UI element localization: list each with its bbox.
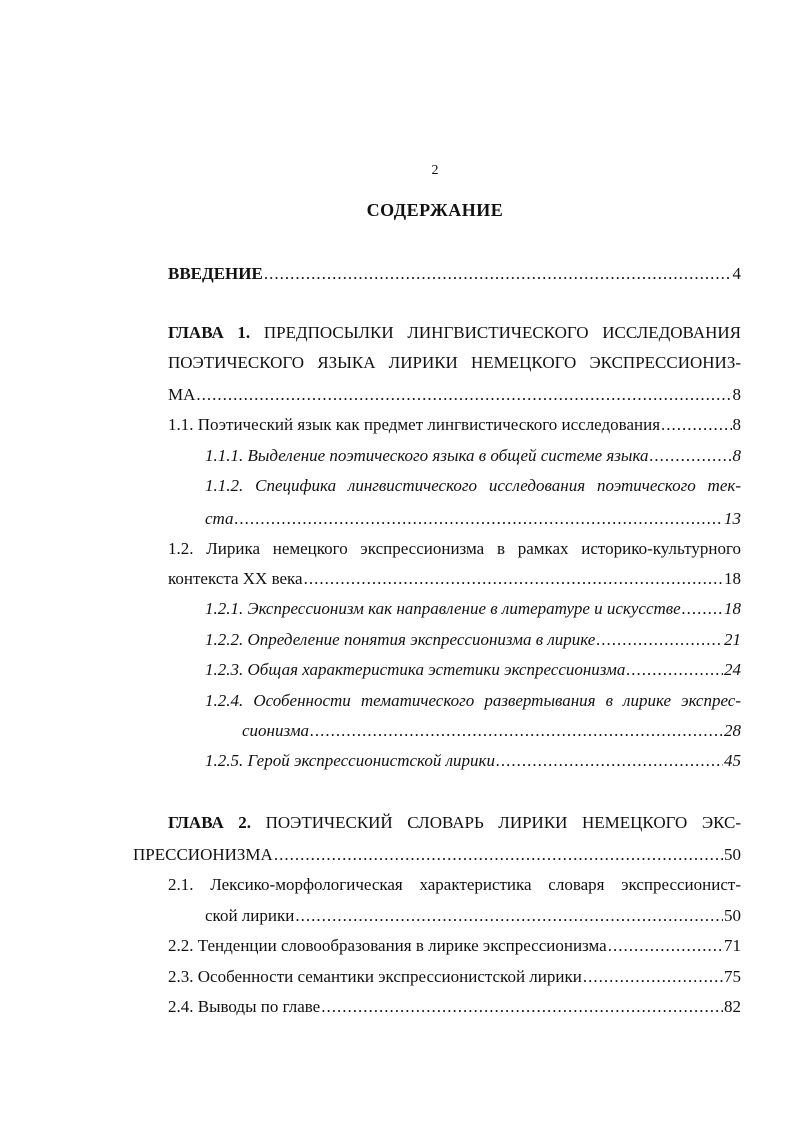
chapter-2-heading-line-2[interactable] xyxy=(133,840,741,870)
chapter-1-title-part-1: ПРЕДПОСЫЛКИ ЛИНГВИСТИЧЕСКОГО ИССЛЕДОВАНИЯ xyxy=(263,323,741,342)
chapter-2-heading-line-1[interactable] xyxy=(168,808,741,838)
dot-leader xyxy=(310,716,723,746)
chapter-1-heading-line-2 xyxy=(168,348,741,378)
toc-entry-1-2-line-1[interactable] xyxy=(168,534,741,564)
chapter-2-label: ГЛАВА 2. xyxy=(168,813,252,832)
toc-entry-1-2-4-line-1[interactable] xyxy=(205,686,741,716)
chapter-1-heading-line-1[interactable] xyxy=(168,318,741,348)
dot-leader xyxy=(649,441,731,471)
chapter-1-heading-line-3[interactable] xyxy=(168,380,741,410)
entry-page: 24 xyxy=(724,660,741,679)
entry-page: 18 xyxy=(724,569,741,588)
entry-title-part-2: контекста XX века xyxy=(168,569,303,588)
entry-page: 71 xyxy=(724,936,741,955)
dot-leader xyxy=(235,504,723,534)
entry-page: 50 xyxy=(724,906,741,925)
dot-leader xyxy=(661,410,731,440)
chapter-2-title-part-1: ПОЭТИЧЕСКИЙ СЛОВАРЬ ЛИРИКИ НЕМЕЦКОГО ЭКС- xyxy=(265,813,741,832)
toc-entry-1-1-2-line-2[interactable] xyxy=(205,504,741,534)
entry-page: 28 xyxy=(724,721,741,740)
dot-leader xyxy=(496,746,723,776)
toc-entry-1-1[interactable] xyxy=(168,410,741,440)
dot-leader xyxy=(682,594,723,624)
toc-entry-2-1-line-1[interactable] xyxy=(168,870,741,900)
entry-title-part-2: ской лирики xyxy=(205,906,295,925)
dot-leader xyxy=(583,962,723,992)
entry-page: 82 xyxy=(724,997,741,1016)
entry-page: 8 xyxy=(732,415,741,434)
dot-leader xyxy=(321,992,723,1022)
toc-entry-2-3[interactable] xyxy=(168,962,741,992)
dot-leader xyxy=(264,259,732,289)
entry-title: 1.1. Поэтический язык как предмет лингвистического исследования xyxy=(168,415,661,434)
toc-entry-1-1-2-line-1[interactable] xyxy=(205,471,741,501)
toc-entry-1-1-1[interactable] xyxy=(205,441,741,471)
dot-leader xyxy=(626,655,723,685)
entry-title: ВВЕДЕНИЕ xyxy=(168,264,263,283)
dot-leader xyxy=(274,840,723,870)
toc-entry-2-2[interactable] xyxy=(168,931,741,961)
toc-entry-1-2-1[interactable] xyxy=(205,594,741,624)
entry-title: 2.2. Тенденции словообразования в лирике экспрессионизма xyxy=(168,936,607,955)
toc-entry-1-2-5[interactable] xyxy=(205,746,741,776)
entry-page: 4 xyxy=(732,264,741,283)
entry-page: 13 xyxy=(724,509,741,528)
entry-page: 50 xyxy=(724,845,741,864)
entry-page: 45 xyxy=(724,751,741,770)
entry-title-part-2: ста xyxy=(205,509,234,528)
chapter-2-title-part-2: ПРЕССИОНИЗМА xyxy=(133,845,273,864)
entry-title: 1.1.1. Выделение поэтического языка в общей системе языка xyxy=(205,446,649,465)
entry-title-part-1: 1.2.4. Особенности тематического развертывания в лирике экспрес- xyxy=(205,691,741,710)
entry-title: 2.3. Особенности семантики экспрессионистской лирики xyxy=(168,967,582,986)
dot-leader xyxy=(304,564,723,594)
entry-page: 8 xyxy=(732,446,741,465)
dot-leader xyxy=(295,901,723,931)
entry-page: 18 xyxy=(724,599,741,618)
toc-entry-1-2-3[interactable] xyxy=(205,655,741,685)
page-number: 2 xyxy=(431,163,439,178)
entry-title: 1.2.1. Экспрессионизм как направление в литературе и искусстве xyxy=(205,599,681,618)
entry-title-part-2: сионизма xyxy=(242,721,310,740)
toc-entry-1-2-line-2[interactable] xyxy=(168,564,741,594)
entry-title-part-1: 1.2. Лирика немецкого экспрессионизма в рамках историко-культурного xyxy=(168,539,741,558)
dot-leader xyxy=(608,931,723,961)
entry-title-part-1: 2.1. Лексико-морфологическая характеристика словаря экспрессионист- xyxy=(168,875,741,894)
toc-entry-introduction[interactable] xyxy=(168,259,741,289)
chapter-1-label: ГЛАВА 1. xyxy=(168,323,251,342)
chapter-1-title-part-3: МА xyxy=(168,385,196,404)
toc-entry-2-4[interactable] xyxy=(168,992,741,1022)
entry-page: 8 xyxy=(732,385,741,404)
entry-title: 1.2.2. Определение понятия экспрессионизма в лирике xyxy=(205,630,596,649)
toc-entry-1-2-2[interactable] xyxy=(205,625,741,655)
toc-entry-1-2-4-line-2[interactable] xyxy=(242,716,741,746)
entry-title: 1.2.3. Общая характеристика эстетики экспрессионизма xyxy=(205,660,626,679)
entry-page: 75 xyxy=(724,967,741,986)
entry-page: 21 xyxy=(724,630,741,649)
chapter-1-title-part-2: ПОЭТИЧЕСКОГО ЯЗЫКА ЛИРИКИ НЕМЕЦКОГО ЭКСПРЕССИОНИЗ- xyxy=(168,353,741,372)
dot-leader xyxy=(196,380,731,410)
entry-title: 1.2.5. Герой экспрессионистской лирики xyxy=(205,751,495,770)
dot-leader xyxy=(596,625,723,655)
toc-entry-2-1-line-2[interactable] xyxy=(205,901,741,931)
entry-title-part-1: 1.1.2. Специфика лингвистического исследования поэтического тек- xyxy=(205,476,741,495)
toc-title: СОДЕРЖАНИЕ xyxy=(366,200,504,220)
entry-title: 2.4. Выводы по главе xyxy=(168,997,321,1016)
